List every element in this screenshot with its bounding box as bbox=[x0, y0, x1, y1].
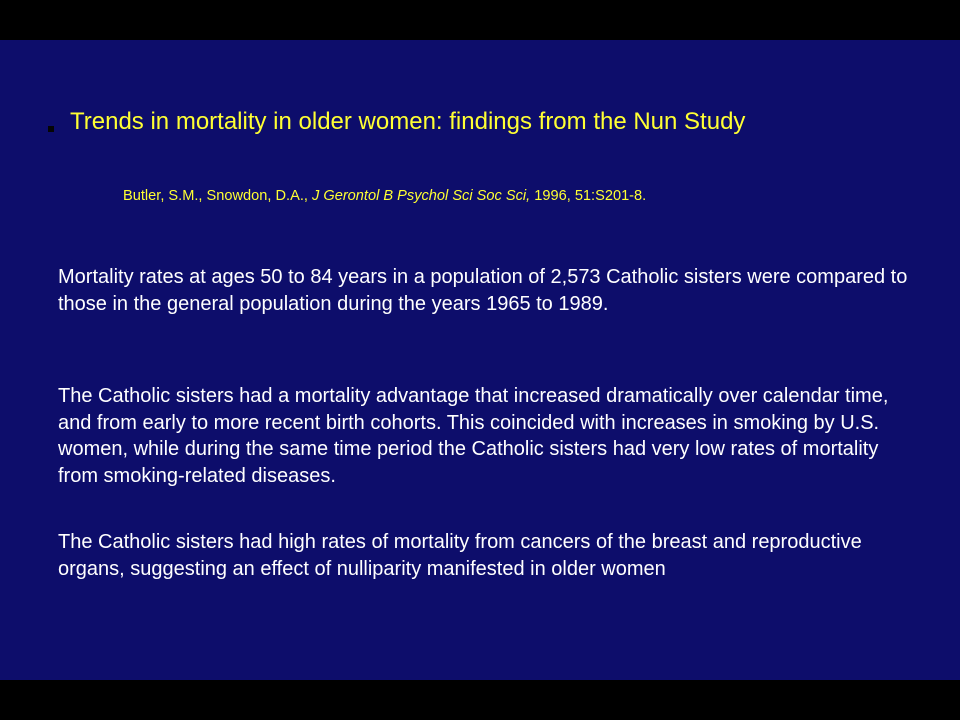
letterbox-bottom bbox=[0, 680, 960, 720]
slide-title: Trends in mortality in older women: findings from the Nun Study bbox=[70, 108, 746, 135]
citation-journal: J Gerontol B Psychol Sci Soc Sci, bbox=[312, 188, 531, 204]
paragraph-mortality-advantage: The Catholic sisters had a mortality advantage that increased dramatically over calendar time, and from early to more recent birth cohorts. This coincided with increases in smoking by U.S. women, while during the same time period the Catholic sisters had very low rates of mortality from smoking-related diseases. bbox=[58, 385, 889, 487]
paragraph-study-population: Mortality rates at ages 50 to 84 years in a population of 2,573 Catholic sisters were compared to those in the general population during the years 1965 to 1989. bbox=[58, 266, 908, 315]
presentation-slide bbox=[0, 40, 960, 680]
bullet-marker bbox=[48, 126, 54, 132]
citation-authors: Butler, S.M., Snowdon, D.A., bbox=[123, 188, 312, 204]
citation bbox=[123, 188, 923, 204]
paragraph-cancer-rates: The Catholic sisters had high rates of mortality from cancers of the breast and reproductive organs, suggesting an effect of nulliparity manifested in older women bbox=[58, 531, 862, 580]
citation-details: 1996, 51:S201-8. bbox=[530, 188, 647, 204]
letterbox-top bbox=[0, 0, 960, 40]
title-row bbox=[48, 108, 928, 136]
